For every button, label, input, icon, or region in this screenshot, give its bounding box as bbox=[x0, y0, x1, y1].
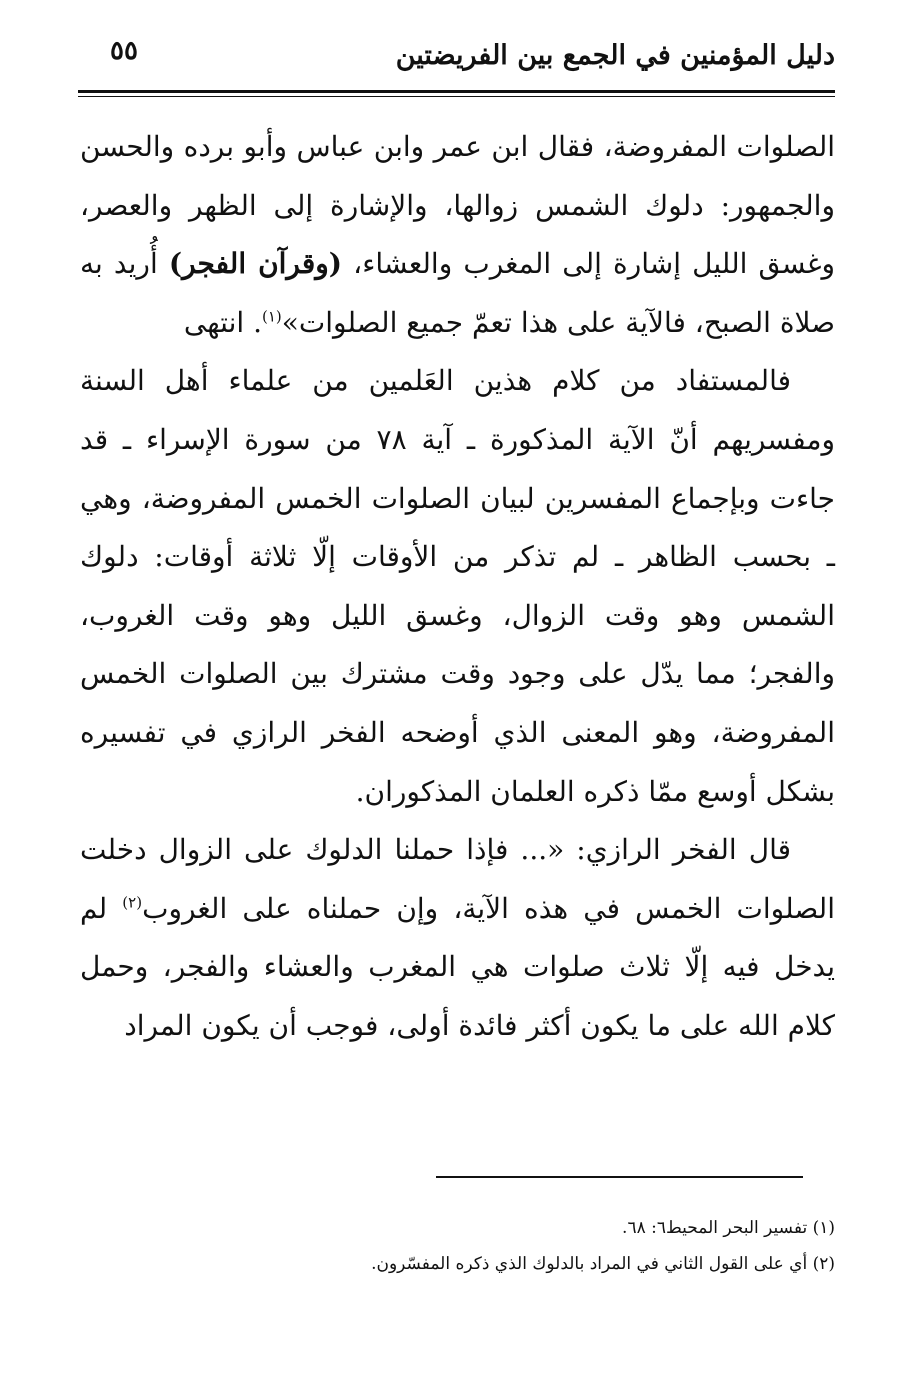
paragraph-3-text-b: لم يدخل فيه إلّا ثلاث صلوات هي المغرب والعشاء والفجر، وحمل كلام الله على ما يكون أكثر فائدة أولى، فوجب أن يكون المراد bbox=[80, 891, 835, 1042]
footnote-ref-2[interactable]: (٢) bbox=[122, 893, 143, 912]
paragraph-1-text-c: أُريد به صلاة الصبح، فالآية على هذا تعمّ جميع الصلوات» bbox=[80, 247, 835, 339]
paragraph-1-text-d: . انتهى bbox=[183, 305, 262, 339]
paragraph-3 bbox=[80, 821, 835, 1055]
paragraph-2: فالمستفاد من كلام هذين العَلمين من علماء أهل السنة ومفسريهم أنّ الآية المذكورة ـ آية ٧٨ من سورة الإسراء ـ قد جاءت وبإجماع المفسرين لبيان الصلوات الخمس المفروضة، وهي ـ بحسب الظاهر ـ لم تذكر من الأوقات إلّا ثلاثة أوقات: دلوك الشمس وهو وقت الزوال، وغسق الليل وهو وقت الغروب، والفجر؛ مما يدّل على وجود وقت مشترك بين الصلوات الخمس المفروضة، وهو المعنى الذي أوضحه الفخر الرازي في تفسيره بشكل أوسع ممّا ذكره العلمان المذكوران. bbox=[80, 364, 835, 808]
header-rule-thick bbox=[78, 90, 835, 93]
running-title: دليل المؤمنين في الجمع بين الفريضتين bbox=[395, 40, 835, 71]
quran-quote: (وقرآن الفجر) bbox=[168, 247, 343, 281]
main-text bbox=[80, 118, 835, 1056]
footnote-ref-1[interactable]: (١) bbox=[261, 307, 282, 326]
paragraph-1 bbox=[80, 118, 835, 352]
paragraph-3-text-a: قال الفخر الرازي: «... فإذا حملنا الدلوك على الزوال دخلت الصلوات الخمس في هذه الآية، وإن حملناه على الغروب bbox=[80, 833, 835, 925]
footnote-2: (٢) أي على القول الثاني في المراد بالدلوك الذي ذكره المفسّرون. bbox=[371, 1254, 835, 1274]
footnote-1: (١) تفسير البحر المحيط٦: ٦٨. bbox=[622, 1218, 835, 1238]
page-number: ٥٥ bbox=[110, 36, 138, 66]
footnotes bbox=[80, 1210, 835, 1282]
paragraph-1-text-a: الصلوات المفروضة، فقال ابن عمر وابن عباس وأبو برده والحسن والجمهور: دلوك الشمس زوالها، والإشارة إلى الظهر والعصر، وغسق الليل إشارة إلى المغرب والعشاء، bbox=[80, 130, 835, 281]
page-header bbox=[80, 30, 835, 90]
header-rule-thin bbox=[78, 96, 835, 97]
footnote-separator bbox=[436, 1176, 803, 1178]
